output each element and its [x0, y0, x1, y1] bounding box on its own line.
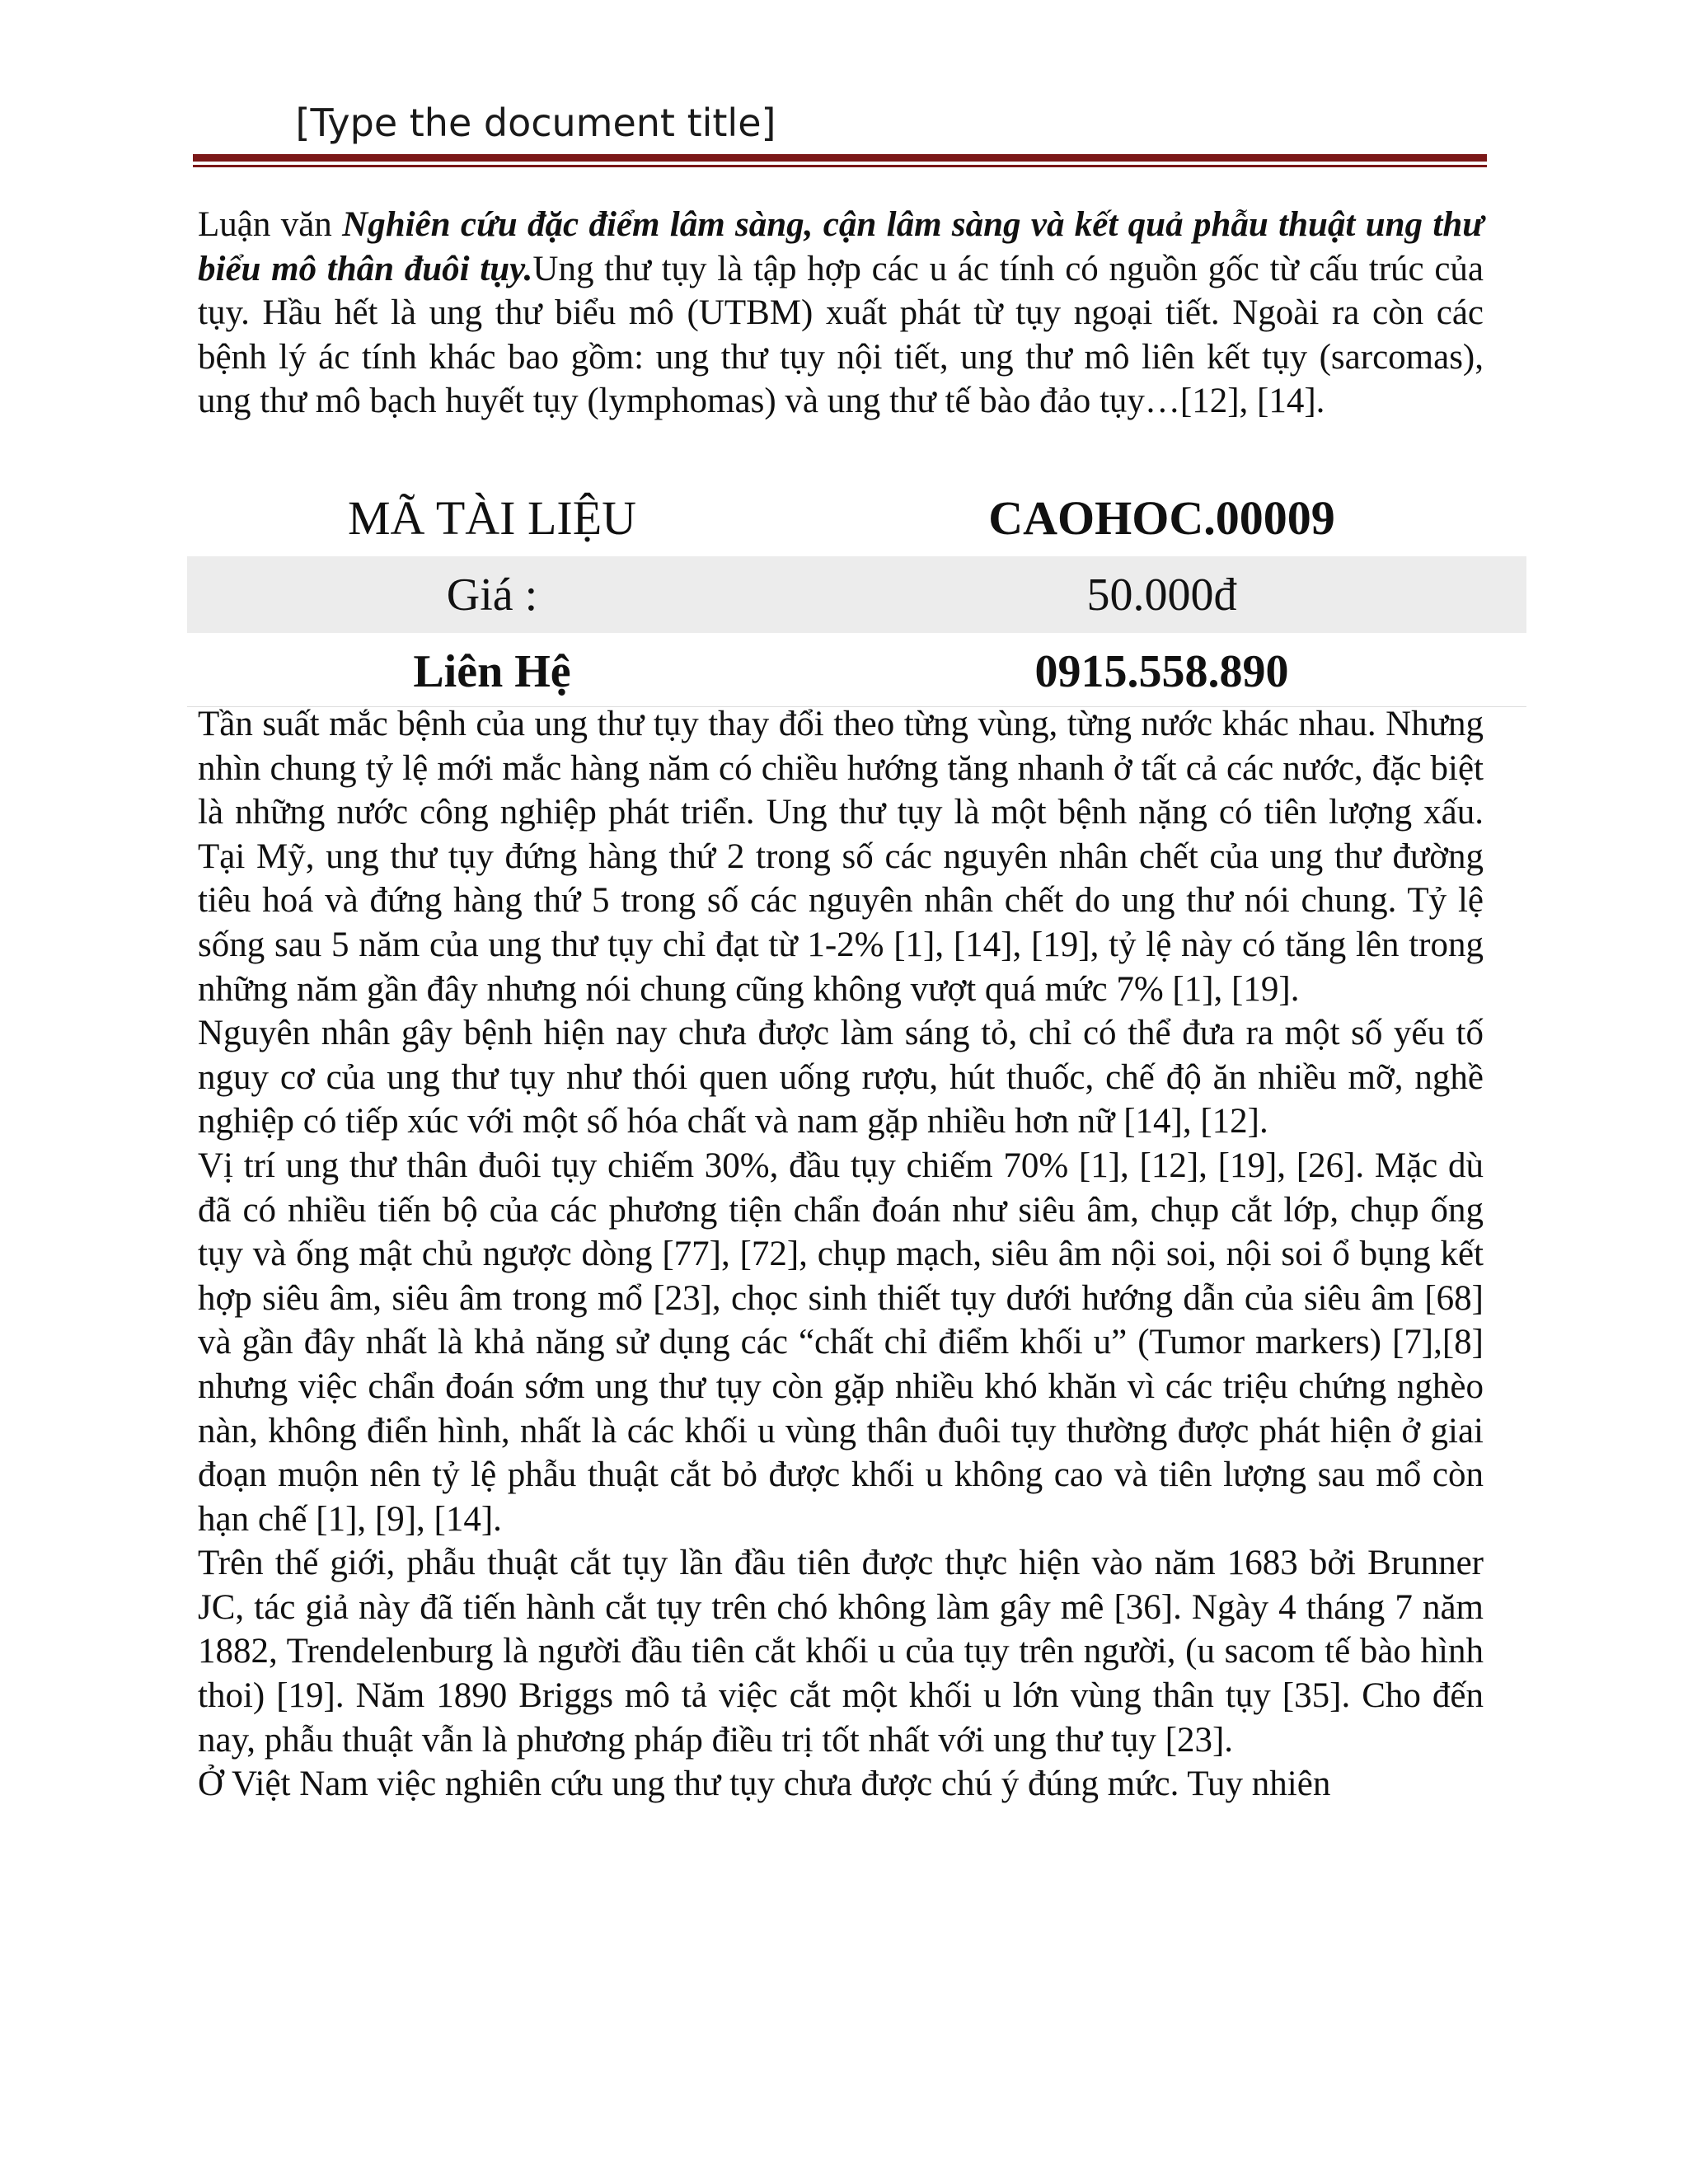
- document-header-title: [Type the document title]: [295, 101, 776, 145]
- price-label: Giá :: [187, 556, 797, 633]
- body-paragraph: Tần suất mắc bệnh của ung thư tụy thay đổi theo từng vùng, từng nước khác nhau. Nhưng nhìn chung tỷ lệ mới mắc hàng năm có chiều hướng tăng nhanh ở tất cả các nước, đặc biệt là những nước công nghiệp phát triển. Ung thư tụy là một bệnh nặng có tiên lượng xấu. Tại Mỹ, ung thư tụy đứng hàng thứ 2 trong số các nguyên nhân chết của ung thư đường tiêu hoá và đứng hàng thứ 5 trong số các nguyên nhân chết do ung thư nói chung. Tỷ lệ sống sau 5 năm của ung thư tụy chỉ đạt từ 1-2% [1], [14], [19], tỷ lệ này có tăng lên trong những năm gần đây nhưng nói chung cũng không vượt quá mức 7% [1], [19].: [198, 705, 1484, 1009]
- document-info-table: [187, 480, 1526, 710]
- header-rule-thin: [193, 165, 1487, 167]
- info-row-contact: [187, 633, 1526, 710]
- price-value: 50.000đ: [797, 556, 1526, 633]
- lead-prefix: Luận văn: [198, 205, 343, 244]
- body-paragraph: Nguyên nhân gây bệnh hiện nay chưa được làm sáng tỏ, chỉ có thể đưa ra một số yếu tố nguy cơ của ung thư tụy như thói quen uống rượu, hút thuốc, chế độ ăn nhiều mỡ, nghề nghiệp có tiếp xúc với một số hóa chất và nam gặp nhiều hơn nữ [14], [12].: [198, 1014, 1484, 1141]
- body-text: [198, 702, 1484, 1807]
- header-rule-thick: [193, 154, 1487, 162]
- code-label: MÃ TÀI LIỆU: [347, 491, 637, 545]
- body-paragraph: Trên thế giới, phẫu thuật cắt tụy lần đầu tiên được thực hiện vào năm 1683 bởi Brunner JC, tác giả này đã tiến hành cắt tụy trên chó không làm gây mê [36]. Ngày 4 tháng 7 năm 1882, Trendelenburg là người đầu tiên cắt khối u của tụy trên người, (u sacom tế bào hình thoi) [19]. Năm 1890 Briggs mô tả việc cắt một khối u lớn vùng thân tụy [35]. Cho đến nay, phẫu thuật vẫn là phương pháp điều trị tốt nhất với ung thư tụy [23].: [198, 1544, 1484, 1760]
- lead-text: Ung thư tụy là tập hợp các u ác tính có nguồn gốc từ cấu trúc của tụy. Hầu hết là ung thư biểu mô (UTBM) xuất phát từ tụy ngoại tiết. Ngoài ra còn các bệnh lý ác tính khác bao gồm: ung thư tụy nội tiết, ung thư mô liên kết tụy (sarcomas), ung thư mô bạch huyết tụy (lymphomas) và ung thư tế bào đảo tụy…[12], [14].: [198, 249, 1484, 421]
- body-paragraph: Ở Việt Nam việc nghiên cứu ung thư tụy chưa được chú ý đúng mức. Tuy nhiên: [198, 1765, 1331, 1804]
- info-row-code: [187, 480, 1526, 556]
- contact-phone: 0915.558.890: [1034, 645, 1289, 697]
- info-row-price: [187, 556, 1526, 633]
- thesis-title: Nghiên cứu đặc điểm lâm sàng, cận lâm sàng và kết quả phẫu thuật ung thư biểu mô thân đuôi tụy.: [198, 205, 1484, 288]
- body-paragraph: Vị trí ung thư thân đuôi tụy chiếm 30%, đầu tụy chiếm 70% [1], [12], [19], [26]. Mặc dù đã có nhiều tiến bộ của các phương tiện chẩn đoán như siêu âm, chụp cắt lớp, chụp ống tụy và ống mật chủ ngược dòng [77], [72], chụp mạch, siêu âm nội soi, nội soi ổ bụng kết hợp siêu âm, siêu âm trong mổ [23], chọc sinh thiết tụy dưới hướng dẫn của siêu âm [68] và gần đây nhất là khả năng sử dụng các “chất chỉ điểm khối u” (Tumor markers) [7],[8] nhưng việc chẩn đoán sớm ung thư tụy còn gặp nhiều khó khăn vì các triệu chứng nghèo nàn, không điển hình, nhất là các khối u vùng thân đuôi tụy thường được phát hiện ở giai đoạn muộn nên tỷ lệ phẫu thuật cắt bỏ được khối u không cao và tiên lượng sau mổ còn hạn chế [1], [9], [14].: [198, 1146, 1484, 1539]
- code-value: CAOHOC.00009: [988, 491, 1335, 545]
- lead-paragraph: [198, 203, 1484, 424]
- contact-label: Liên Hệ: [413, 645, 571, 697]
